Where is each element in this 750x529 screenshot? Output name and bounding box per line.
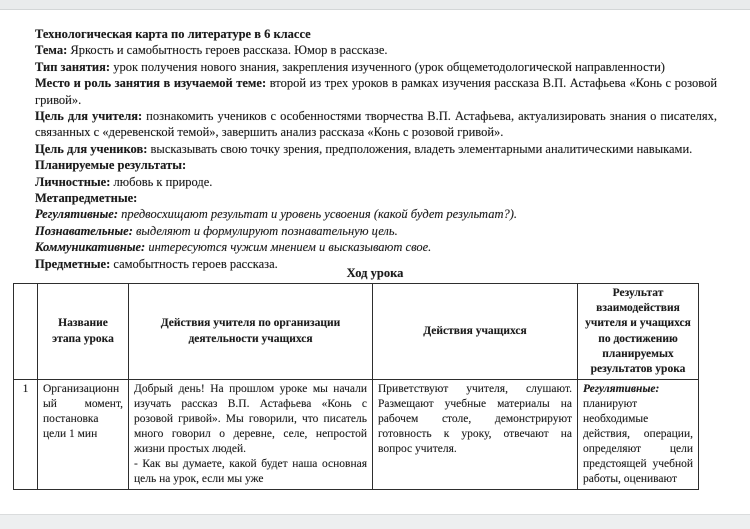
intro-text: интересуются чужим мнением и высказывают свое. bbox=[148, 240, 432, 255]
intro-text: любовь к природе. bbox=[113, 174, 213, 189]
header-stage-name: Название этапа урока bbox=[38, 284, 129, 380]
stage-name-cell: Организационный момент, постановка цели 1 мин bbox=[38, 380, 129, 490]
header-teacher-actions: Действия учителя по организации деятельности учащихся bbox=[129, 284, 373, 380]
intro-text: предвосхищают результат и уровень усвоения (какой будет результат?). bbox=[121, 207, 518, 222]
top-edge-strip bbox=[0, 0, 750, 10]
table-header-row bbox=[14, 284, 699, 380]
result-category-label: Регулятивные: bbox=[583, 383, 660, 396]
intro-label: Тип занятия: bbox=[35, 59, 111, 74]
intro-label: Регулятивные: bbox=[35, 207, 118, 222]
intro-label: Познавательные: bbox=[35, 223, 133, 238]
intro-line-planned-results bbox=[35, 157, 717, 173]
intro-line-metasubject bbox=[35, 190, 717, 206]
intro-label: Тема: bbox=[35, 43, 68, 58]
document-title: Технологическая карта по литературе в 6 классе bbox=[35, 27, 311, 41]
intro-line-theme bbox=[35, 42, 717, 58]
section-title-lesson-flow: Ход урока bbox=[346, 266, 404, 280]
intro-text: урок получения нового знания, закрепления изученного (урок общеметодологической направленности) bbox=[113, 59, 665, 74]
header-interaction-result: Результат взаимодействия учителя и учащихся по достижению планируемых результатов урока bbox=[578, 284, 699, 380]
intro-text: Яркость и самобытность героев рассказа. Юмор в рассказе. bbox=[70, 43, 388, 58]
teacher-actions-paragraph: Добрый день! На прошлом уроке мы начали изучать рассказ В.П. Астафьева «Конь с розовой гривой». Мы говорили, что писатель много говорил о деревне, селе, непростой жизни простых людей. bbox=[134, 383, 367, 456]
intro-text: самобытность героев рассказа. bbox=[113, 256, 278, 271]
row-number-cell: 1 bbox=[14, 380, 38, 490]
intro-line-teacher-goal bbox=[35, 108, 717, 141]
intro-line-communicative bbox=[35, 239, 717, 255]
result-paragraph bbox=[583, 382, 693, 487]
intro-label: Цель для учителя: bbox=[35, 109, 143, 124]
intro-label: Метапредметные: bbox=[35, 191, 138, 206]
table-row bbox=[14, 380, 699, 490]
student-actions-cell bbox=[373, 380, 578, 490]
student-actions-paragraph: Приветствуют учителя, слушают. Размещают учебные материалы на рабочем столе, демонстрируют готовность к уроку, отвечают на вопрос учителя. bbox=[378, 383, 572, 456]
interaction-result-cell bbox=[578, 380, 699, 490]
intro-line-student-goal bbox=[35, 141, 717, 157]
intro-label: Цель для учеников: bbox=[35, 141, 148, 156]
intro-label: Личностные: bbox=[35, 174, 111, 189]
intro-label: Коммуникативные: bbox=[35, 240, 146, 255]
intro-text: высказывать свою точку зрения, предположения, владеть элементарными аналитическими навыками. bbox=[150, 141, 693, 156]
header-number bbox=[14, 284, 38, 380]
header-student-actions: Действия учащихся bbox=[373, 284, 578, 380]
intro-label: Предметные: bbox=[35, 256, 111, 271]
intro-text: познакомить учеников с особенностями творчества В.П. Астафьева, актуализировать знания о писателях, связанных с «деревенской темой», завершить анализ рассказа «Конь с розовой гривой». bbox=[35, 109, 718, 140]
intro-block bbox=[35, 26, 717, 272]
result-text: планируют необходимые действия, операции, определяют цели предстоящей учебной работы, оценивают bbox=[583, 398, 693, 486]
intro-label: Планируемые результаты: bbox=[35, 158, 187, 173]
intro-line-cognitive bbox=[35, 223, 717, 239]
intro-text: выделяют и формулируют познавательную цель. bbox=[136, 223, 398, 238]
intro-text: второй из трех уроков в рамках изучения рассказа В.П. Астафьева «Конь с розовой гривой». bbox=[35, 76, 718, 107]
teacher-actions-cell bbox=[129, 380, 373, 490]
teacher-actions-question: - Как вы думаете, какой будет наша основная цель на урок, если мы уже bbox=[134, 458, 367, 486]
intro-line-place-role bbox=[35, 75, 717, 108]
bottom-edge-strip bbox=[0, 514, 750, 529]
intro-line-personal bbox=[35, 174, 717, 190]
lesson-flow-table bbox=[13, 283, 699, 490]
intro-label: Место и роль занятия в изучаемой теме: bbox=[35, 76, 267, 91]
intro-line-lesson-type bbox=[35, 59, 717, 75]
intro-line-regulatory bbox=[35, 206, 717, 222]
